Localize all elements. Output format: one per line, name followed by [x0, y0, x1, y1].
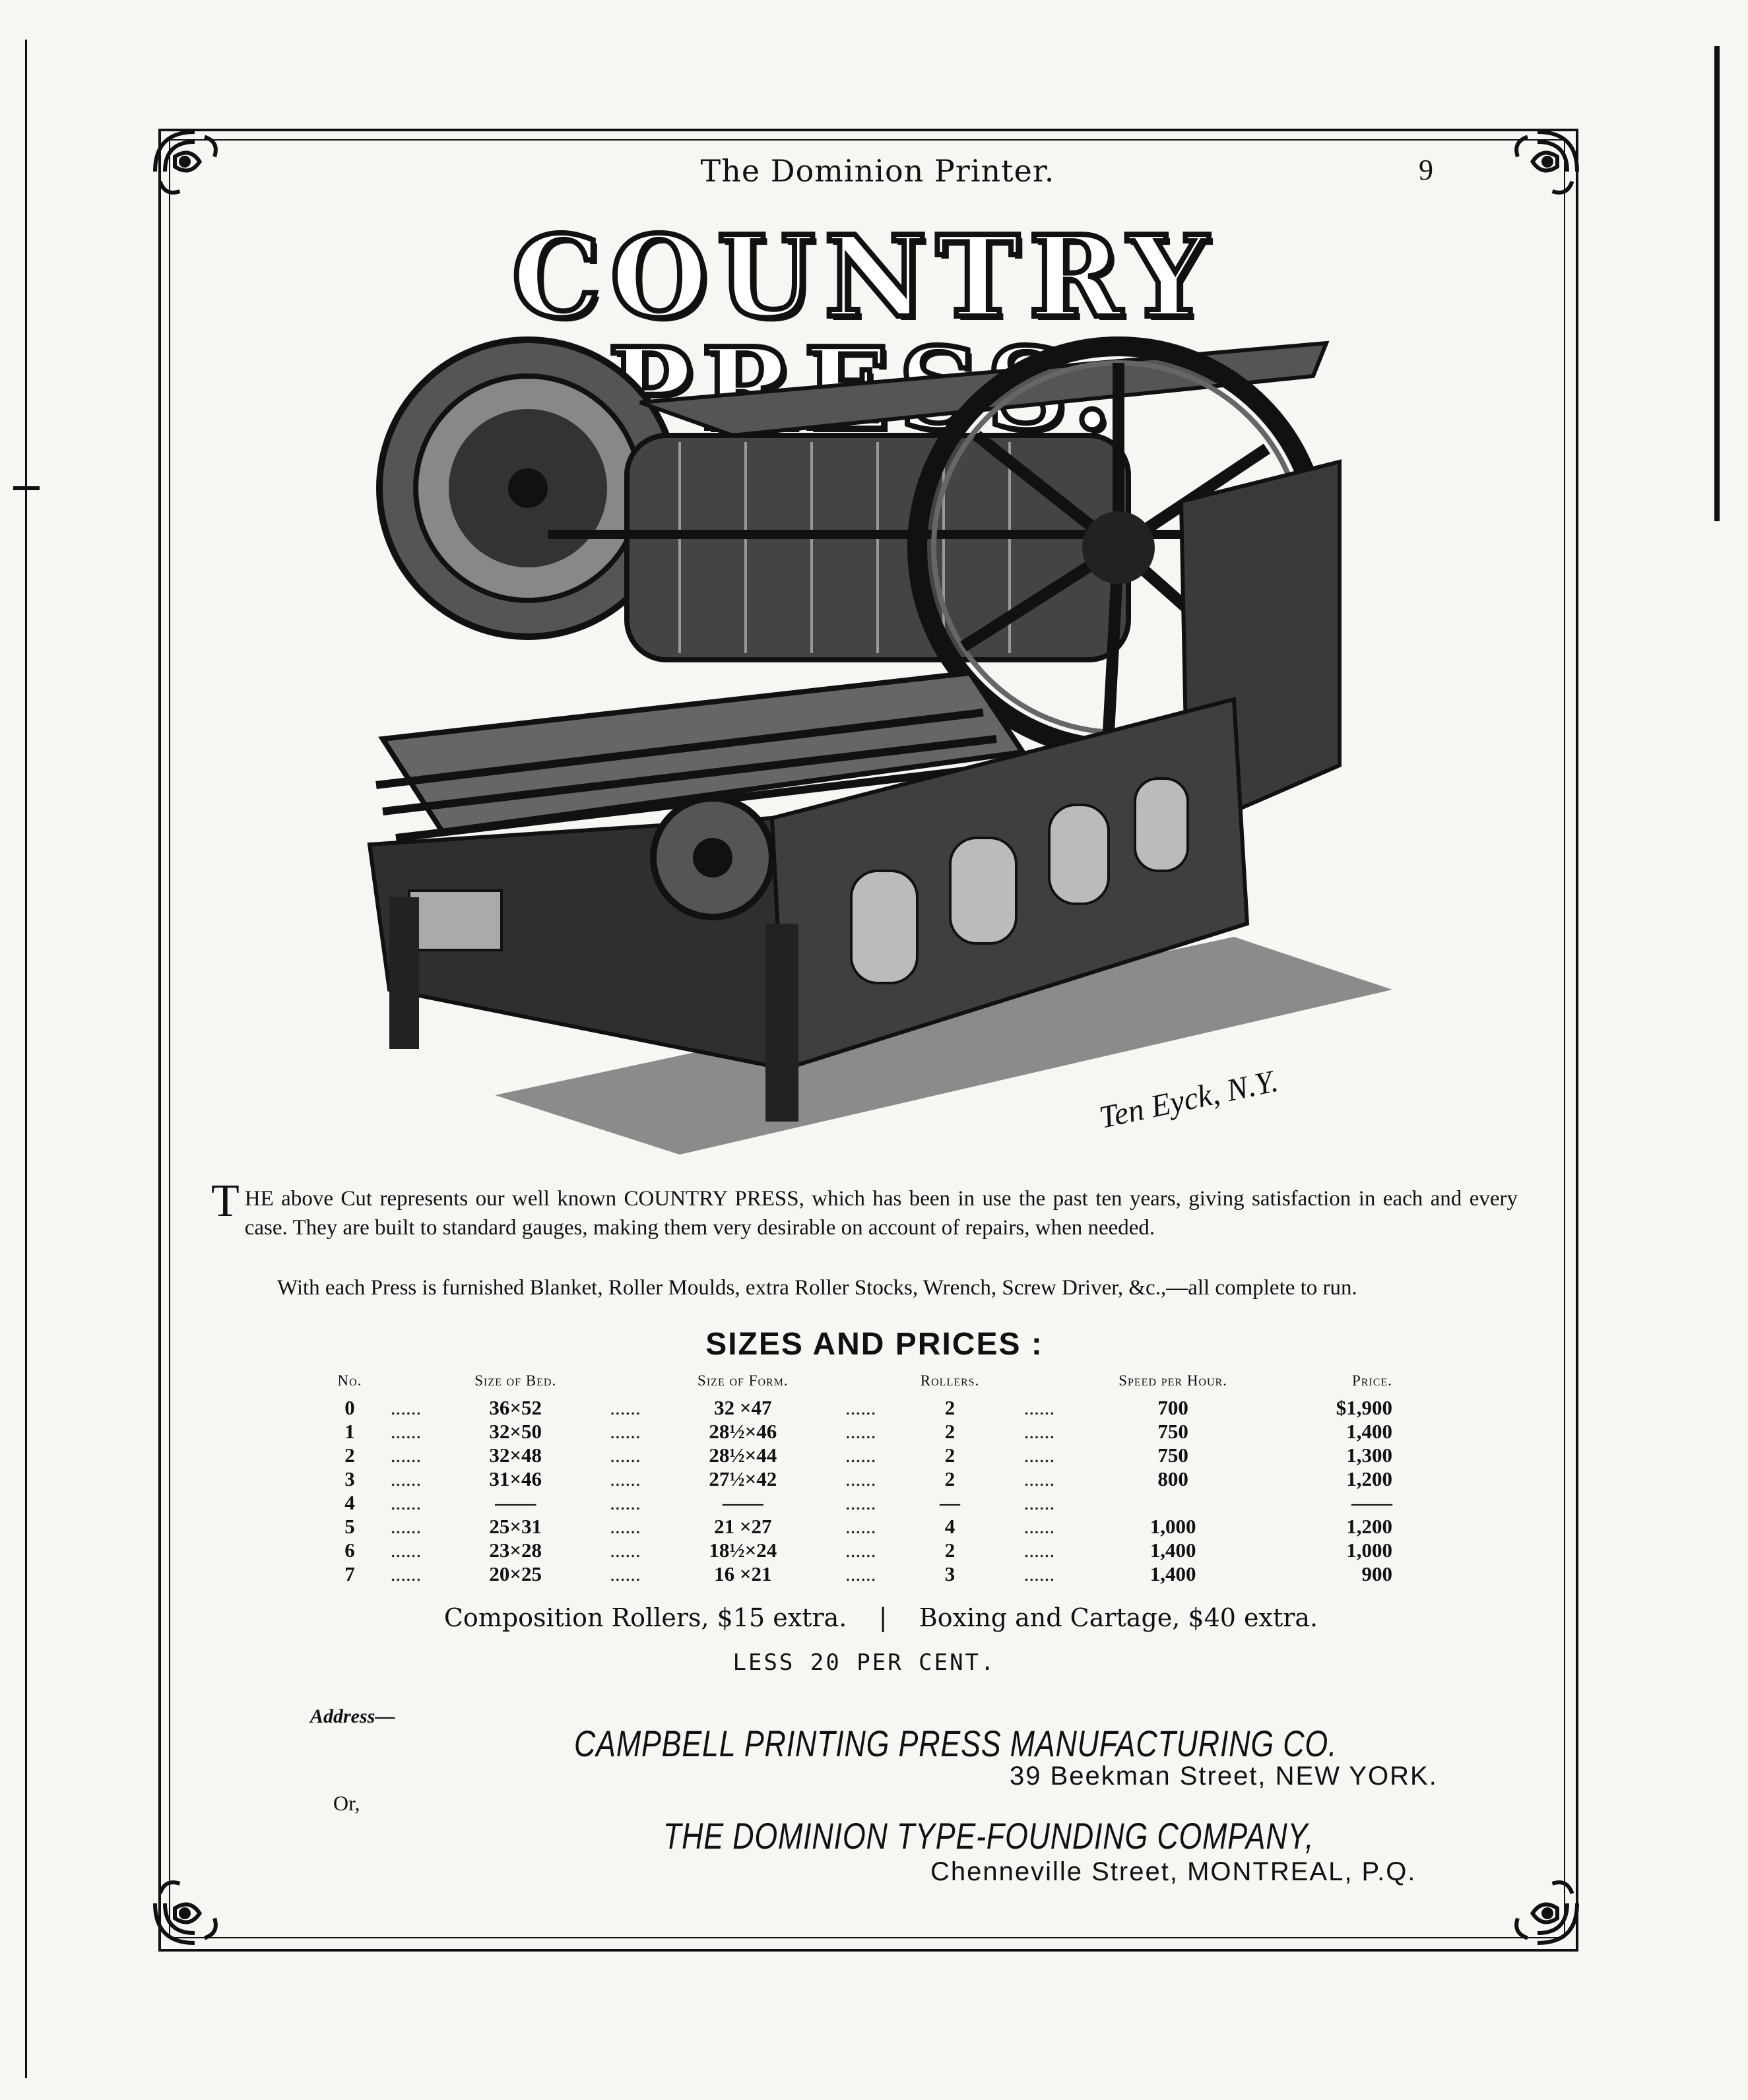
corner-ornament-icon [1488, 1854, 1587, 1953]
cell-price: 1,200 [1346, 1515, 1392, 1538]
cell-bed: 25×31 [489, 1515, 542, 1538]
cell-no: 1 [344, 1420, 355, 1443]
corner-ornament-icon [145, 122, 244, 221]
cell-no: 0 [344, 1396, 355, 1419]
cell-price: $1,900 [1336, 1396, 1392, 1419]
leader-dots: ...... [610, 1396, 641, 1419]
cell-price: 1,400 [1346, 1420, 1392, 1443]
left-tick-mark [13, 486, 40, 490]
running-head: The Dominion Printer. [700, 153, 1055, 189]
leader-dots: ...... [610, 1562, 641, 1585]
extras-separator: | [878, 1603, 888, 1632]
headline: COUNTRY [511, 211, 1217, 343]
cell-rollers: 2 [944, 1444, 955, 1467]
cell-bed: 31×46 [489, 1467, 542, 1490]
leader-dots: ...... [845, 1467, 876, 1490]
table-row [330, 1515, 1419, 1539]
cell-price: 900 [1361, 1562, 1392, 1585]
extras-line [436, 1603, 1326, 1632]
cell-no: 3 [344, 1467, 355, 1490]
discount-line: LESS 20 PER CENT. [732, 1649, 996, 1676]
address-label: Address— [310, 1705, 395, 1727]
cell-speed: 750 [1157, 1444, 1188, 1467]
leader-dots: ...... [390, 1562, 422, 1585]
cell-bed: 23×28 [489, 1539, 542, 1562]
leader-dots: ...... [390, 1420, 422, 1443]
cell-speed: 800 [1157, 1467, 1188, 1490]
leader-dots: ...... [390, 1515, 422, 1538]
leader-dots: ...... [1023, 1539, 1055, 1562]
col-header-speed: Speed per Hour. [1118, 1372, 1227, 1389]
price-table [330, 1372, 1419, 1586]
table-row [330, 1562, 1419, 1586]
leader-dots: ...... [390, 1491, 422, 1514]
leader-dots: ...... [390, 1467, 422, 1490]
cell-bed: 36×52 [489, 1396, 542, 1419]
leader-dots: ...... [1023, 1467, 1055, 1490]
right-margin-line [1714, 46, 1720, 521]
col-header-no: No. [337, 1372, 362, 1389]
cell-form: 27½×42 [709, 1467, 777, 1490]
corner-ornament-icon [1488, 122, 1587, 221]
leader-dots: ...... [390, 1539, 422, 1562]
cell-speed: 1,400 [1149, 1562, 1196, 1585]
table-row [330, 1491, 1419, 1515]
cell-speed [1076, 1491, 1271, 1515]
col-header-form: Size of Form. [697, 1372, 789, 1389]
page-number: 9 [1419, 154, 1433, 186]
cell-rollers: 2 [944, 1420, 955, 1443]
leader-dots: ...... [845, 1539, 876, 1562]
cell-form: 28½×46 [709, 1420, 777, 1443]
cell-price: 1,300 [1346, 1444, 1392, 1467]
cell-rollers: — [940, 1491, 961, 1514]
cell-price: —— [1351, 1491, 1392, 1514]
leader-dots: ...... [610, 1491, 641, 1514]
col-header-price: Price. [1352, 1372, 1392, 1389]
cell-bed: 20×25 [489, 1562, 542, 1585]
intro-text: HE above Cut represents our well known COUNTRY PRESS, which has been in use the past ten years, giving satisfaction in each and every case. They are built to standard gauges, making them very desirable on account of repairs, when needed. [244, 1187, 1518, 1240]
cell-form: —— [722, 1491, 763, 1514]
leader-dots: ...... [610, 1515, 641, 1538]
leader-dots: ...... [1023, 1396, 1055, 1419]
cell-form: 28½×44 [709, 1444, 777, 1467]
cell-form: 32 ×47 [714, 1396, 772, 1419]
cell-rollers: 2 [944, 1539, 955, 1562]
cell-no: 2 [344, 1444, 355, 1467]
cell-price: 1,200 [1346, 1467, 1392, 1490]
address-montreal: Chenneville Street, MONTREAL, P.Q. [930, 1857, 1417, 1886]
leader-dots: ...... [1023, 1420, 1055, 1443]
table-row [330, 1396, 1419, 1420]
cell-rollers: 2 [944, 1467, 955, 1490]
cell-speed: 1,000 [1149, 1515, 1196, 1538]
table-header-row [330, 1372, 1419, 1396]
col-header-rollers: Rollers. [920, 1372, 980, 1389]
company-name-new-york: CAMPBELL PRINTING PRESS MANUFACTURING CO. [574, 1723, 1338, 1764]
table-row [330, 1467, 1419, 1491]
address-new-york: 39 Beekman Street, NEW YORK. [1010, 1762, 1438, 1791]
contents-paragraph: With each Press is furnished Blanket, Roller Moulds, extra Roller Stocks, Wrench, Screw Driver, &c.,—all complete to run. [277, 1276, 1357, 1300]
cell-bed: 32×48 [489, 1444, 542, 1467]
cell-rollers: 2 [944, 1396, 955, 1419]
company-name-montreal: THE DOMINION TYPE-FOUNDING COMPANY, [663, 1815, 1314, 1857]
leader-dots: ...... [845, 1562, 876, 1585]
leader-dots: ...... [1023, 1444, 1055, 1467]
leader-dots: ...... [845, 1515, 876, 1538]
cell-speed: 700 [1157, 1396, 1188, 1419]
cell-rollers: 4 [944, 1515, 955, 1538]
rollers-extra: Composition Rollers, $15 extra. [443, 1603, 847, 1632]
leader-dots: ...... [610, 1444, 641, 1467]
cell-no: 7 [344, 1562, 355, 1585]
cell-form: 18½×24 [709, 1539, 777, 1562]
leader-dots: ...... [845, 1420, 876, 1443]
engraver-signature: Ten Eyck, N.Y. [1096, 1063, 1281, 1135]
cell-no: 5 [344, 1515, 355, 1538]
cell-no: 4 [344, 1491, 355, 1514]
left-margin-line [25, 40, 27, 2078]
cell-speed: 750 [1157, 1420, 1188, 1443]
leader-dots: ...... [845, 1396, 876, 1419]
table-row [330, 1420, 1419, 1444]
leader-dots: ...... [1023, 1491, 1055, 1514]
col-header-bed: Size of Bed. [474, 1372, 557, 1389]
cell-price: 1,000 [1346, 1539, 1392, 1562]
leader-dots: ...... [610, 1467, 641, 1490]
cell-no: 6 [344, 1539, 355, 1562]
leader-dots: ...... [845, 1491, 876, 1514]
table-row [330, 1539, 1419, 1562]
cell-speed: 1,400 [1149, 1539, 1196, 1562]
leader-dots: ...... [845, 1444, 876, 1467]
cell-form: 21 ×27 [714, 1515, 772, 1538]
leader-dots: ...... [390, 1396, 422, 1419]
or-label: Or, [333, 1791, 360, 1815]
leader-dots: ...... [610, 1539, 641, 1562]
cell-form: 16 ×21 [714, 1562, 772, 1585]
leader-dots: ...... [610, 1420, 641, 1443]
sizes-title: SIZES AND PRICES : [705, 1327, 1043, 1362]
cell-bed: 32×50 [489, 1420, 542, 1443]
corner-ornament-icon [145, 1854, 244, 1953]
cell-bed: —— [495, 1491, 536, 1514]
printing-press-illustration [310, 330, 1419, 1161]
drop-cap: T [211, 1176, 240, 1226]
leader-dots: ...... [1023, 1515, 1055, 1538]
cell-rollers: 3 [944, 1562, 955, 1585]
table-row [330, 1444, 1419, 1467]
boxing-extra: Boxing and Cartage, $40 extra. [919, 1603, 1318, 1632]
leader-dots: ...... [1023, 1562, 1055, 1585]
intro-paragraph [211, 1176, 1518, 1242]
leader-dots: ...... [390, 1444, 422, 1467]
